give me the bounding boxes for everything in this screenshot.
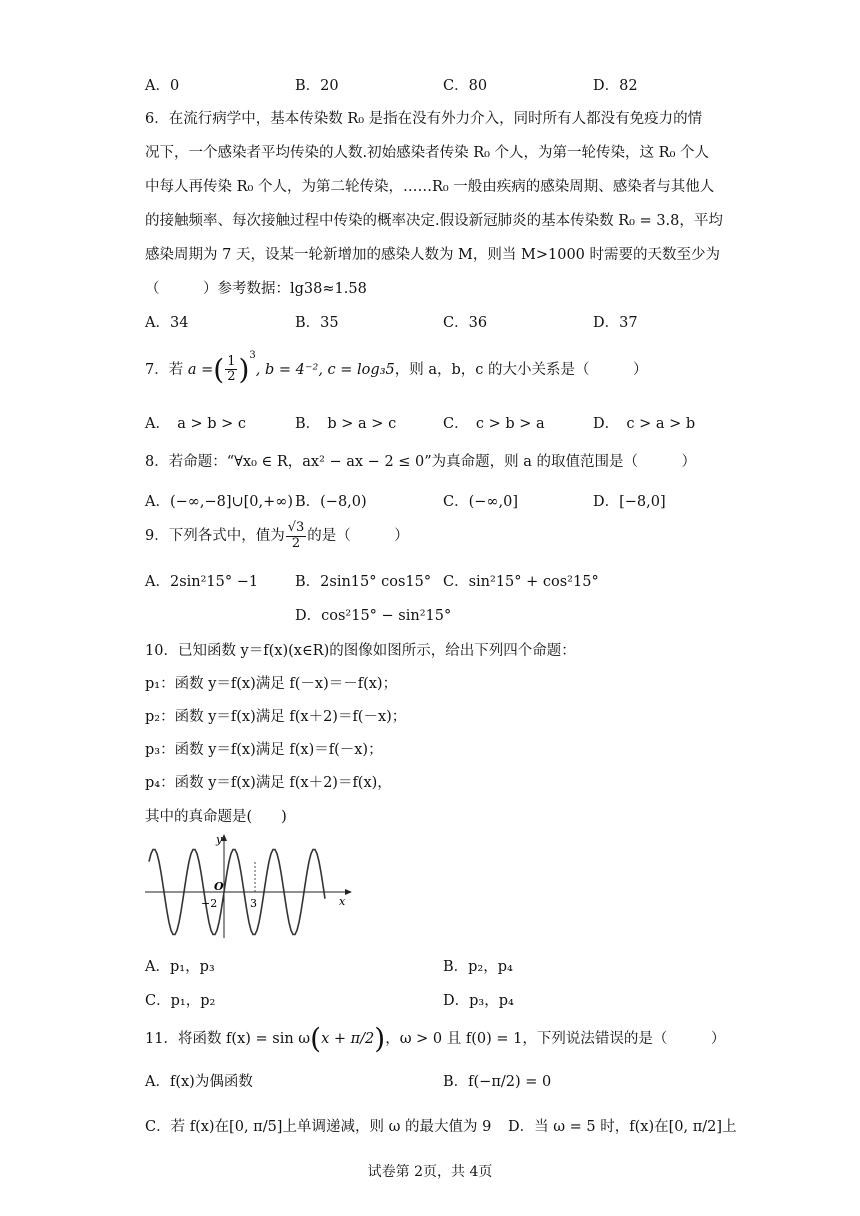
q9-option-d: D．cos²15° − sin²15° <box>295 608 452 624</box>
q10-stem: 10．已知函数 y＝f(x)(x∈R)的图像如图所示，给出下列四个命题： <box>145 643 576 659</box>
x-label: x <box>339 895 346 908</box>
q9-prefix: 9．下列各式中，值为 <box>145 528 285 544</box>
q9-option-a: A．2sin²15° −1 <box>145 574 259 590</box>
q11-option-c: C．若 f(x)在[0, π/5]上单调递减，则 ω 的最大值为 9 <box>145 1119 492 1135</box>
left-paren: ( <box>310 1022 322 1055</box>
q11-option-d: D．当 ω = 5 时，f(x)在[0, π/2]上 <box>508 1119 737 1135</box>
page-footer: 试卷第 2页，共 4页 <box>367 1164 493 1180</box>
q7-frac-den: 2 <box>227 369 236 385</box>
q9-frac-num: √3 <box>287 520 305 536</box>
q7-option-b: B． b > a > c <box>295 416 397 432</box>
tick-3: 3 <box>250 897 257 910</box>
right-paren: ) <box>374 1022 386 1055</box>
q9-option-c: C．sin²15° + cos²15° <box>443 574 599 590</box>
q10-prop-2: p₂：函数 y＝f(x)满足 f(x＋2)＝f(－x)； <box>145 709 407 725</box>
q8-option-d: D．[−8,0] <box>593 494 666 510</box>
q8-option-a: A．(−∞,−8]∪[0,+∞) <box>145 494 294 510</box>
q10-prop-4: p₄：函数 y＝f(x)满足 f(x＋2)＝f(x)， <box>145 775 392 791</box>
q6-line-5: 感染周期为 7 天，设某一轮新增加的感染人数为 M，则当 M>1000 时需要的天数至少为 <box>145 247 721 263</box>
q6-option-c: C．36 <box>443 315 488 331</box>
q7-prefix: 7．若 <box>145 361 184 378</box>
q10-option-c: C．p₁，p₂ <box>145 993 216 1009</box>
q11-option-b: B．f(−π/2) = 0 <box>443 1074 552 1090</box>
origin-label: O <box>214 880 224 893</box>
q6-line-3: 中每人再传染 R₀ 个人，为第二轮传染，……R₀ 一般由疾病的感染周期、感染者与其他人 <box>145 179 715 195</box>
q10-prop-1: p₁：函数 y＝f(x)满足 f(－x)＝－f(x)； <box>145 676 398 692</box>
q10-function-graph <box>145 832 355 940</box>
q7-stem <box>145 346 648 390</box>
q6-option-d: D．37 <box>593 315 638 331</box>
q6-line-2: 况下，一个感染者平均传染的人数.初始感染者传染 R₀ 个人，为第一轮传染，这 R₀ 个人 <box>145 145 710 161</box>
q10-option-a: A．p₁，p₃ <box>145 959 215 975</box>
q7-a-expr: a = <box>187 361 214 378</box>
q7-exponent: 3 <box>249 350 256 361</box>
q7-option-d: D． c > a > b <box>593 416 696 432</box>
q9-option-b: B．2sin15° cos15° <box>295 574 432 590</box>
q7-fraction <box>225 355 237 385</box>
q10-option-d: D．p₃，p₄ <box>443 993 514 1009</box>
q7-option-a: A． a > b > c <box>145 416 247 432</box>
tick-neg2: −2 <box>201 897 218 910</box>
q5-option-a: A．0 <box>145 78 180 94</box>
q8-stem: 8．若命题：“∀x₀ ∈ R，ax² − ax − 2 ≤ 0”为真命题，则 a 的取值范围是（ ） <box>145 454 697 470</box>
q7-frac-num: 1 <box>227 354 236 370</box>
q6-line-6: （ ）参考数据：lg38≈1.58 <box>145 281 367 297</box>
q6-option-b: B．35 <box>295 315 339 331</box>
q11-stem <box>145 1020 725 1058</box>
q5-option-b: B．20 <box>295 78 339 94</box>
q11-inner: x + π/2 <box>321 1031 375 1047</box>
q11-stem-b: ，ω > 0 且 f(0) = 1，下列说法错误的是（ ） <box>385 1031 726 1047</box>
q6-line-4: 的接触频率、每次接触过程中传染的概率决定.假设新冠肺炎的基本传染数 R₀ = 3.8，平均 <box>145 213 723 229</box>
q8-option-b: B．(−8,0) <box>295 494 367 510</box>
left-paren: ( <box>213 352 225 386</box>
q6-option-a: A．34 <box>145 315 189 331</box>
q9-frac-den: 2 <box>291 535 301 551</box>
q10-option-b: B．p₂，p₄ <box>443 959 513 975</box>
right-paren: ) <box>238 352 250 386</box>
q9-stem <box>145 518 409 554</box>
q6-line-1: 6．在流行病学中，基本传染数 R₀ 是指在没有外力介入，同时所有人都没有免疫力的情 <box>145 111 703 127</box>
q5-option-d: D．82 <box>593 78 638 94</box>
q7-suffix: ，则 a，b，c 的大小关系是（ ） <box>394 361 648 378</box>
q10-ask: 其中的真命题是( ) <box>145 809 287 825</box>
q7-option-c: C． c > b > a <box>443 416 545 432</box>
x-axis-arrow <box>345 889 352 895</box>
q10-prop-3: p₃：函数 y＝f(x)满足 f(x)＝f(－x)； <box>145 742 383 758</box>
q9-suffix: 的是（ ） <box>307 528 409 544</box>
q9-fraction <box>286 521 307 551</box>
q5-option-c: C．80 <box>443 78 488 94</box>
q11-stem-a: 11．将函数 f(x) = sin ω <box>145 1031 311 1047</box>
q8-option-c: C．(−∞,0] <box>443 494 518 510</box>
q11-option-a: A．f(x)为偶函数 <box>145 1074 253 1090</box>
y-label: y <box>216 833 223 846</box>
q7-rest: , b = 4⁻², c = log₃5 <box>255 361 395 378</box>
